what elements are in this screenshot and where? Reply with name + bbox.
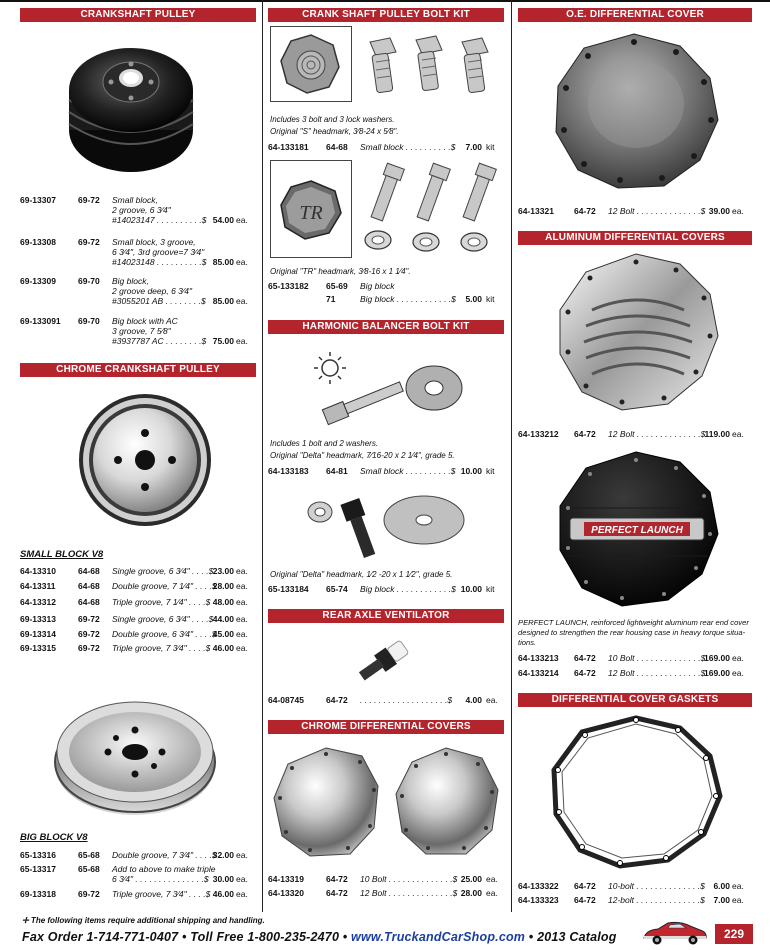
unit: ea. (732, 653, 744, 663)
year-range: 69-72 (78, 237, 100, 247)
part-number: 64-133323 (518, 895, 559, 905)
part-number: 64-13319 (268, 874, 304, 884)
price: 30.00 (212, 874, 234, 884)
product-row (20, 276, 256, 318)
product-row (268, 281, 506, 291)
part-number: 64-08745 (268, 695, 304, 705)
harmonic-balancer-header: HARMONIC BALANCER BOLT KIT (268, 320, 504, 334)
part-number: 64-13321 (518, 206, 554, 216)
year-range: 64-72 (574, 881, 596, 891)
description: 2 groove, 6 3⁄4" (112, 205, 171, 215)
unit: ea. (732, 895, 744, 905)
price: 4.00 (465, 695, 482, 705)
description: Single groove, 6 3⁄4" . . . .$ (112, 614, 214, 624)
product-row (516, 653, 754, 663)
year-range: 64-72 (574, 429, 596, 439)
unit: ea. (236, 874, 248, 884)
unit: ea. (236, 215, 248, 225)
separator: • (339, 930, 352, 944)
year-range: 64-68 (78, 566, 100, 576)
part-number: 64-133214 (518, 668, 559, 678)
price: 169.00 (704, 668, 730, 678)
description: #3937787 AC . . . . . . . .$ (112, 336, 207, 346)
harmonic-bolt-image (308, 350, 468, 430)
product-row (20, 643, 256, 653)
unit: kit (486, 294, 495, 304)
price: 10.00 (460, 584, 482, 594)
year-range: 69-72 (78, 614, 100, 624)
description: 10 Bolt . . . . . . . . . . . . . .$ (360, 874, 458, 884)
description: Small block . . . . . . . . . .$ (360, 142, 456, 152)
description: 2 groove deep, 6 3⁄4" (112, 286, 193, 296)
chrome-pulley-big-image (50, 680, 220, 820)
description: Double groove, 7 1⁄4" . . . .$ (112, 581, 217, 591)
product-row (20, 629, 256, 639)
price: 32.00 (212, 850, 234, 860)
year-range: 64-72 (574, 653, 596, 663)
price: 48.00 (212, 597, 234, 607)
price: 45.00 (212, 629, 234, 639)
page-footer (0, 912, 770, 950)
description: 12 Bolt . . . . . . . . . . . . . .$ (608, 668, 706, 678)
note-text: Original "TR" headmark, 3⁄8-16 x 1 1⁄4". (270, 267, 411, 276)
price: 7.00 (465, 142, 482, 152)
description: Single groove, 6 3⁄4" . . . .$ (112, 566, 214, 576)
part-number: 64-133212 (518, 429, 559, 439)
description: 10-bolt . . . . . . . . . . . . . .$ (608, 881, 705, 891)
product-row (268, 294, 506, 304)
price: 5.00 (465, 294, 482, 304)
part-number: 64-133213 (518, 653, 559, 663)
year-range: 71 (326, 294, 336, 304)
part-number: 64-133322 (518, 881, 559, 891)
unit: ea. (236, 629, 248, 639)
unit: kit (486, 466, 495, 476)
unit: ea. (236, 566, 248, 576)
description: Double groove, 7 3⁄4" . . . .$ (112, 850, 217, 860)
product-row (20, 614, 256, 624)
part-number: 69-13309 (20, 276, 56, 286)
price: 10.00 (460, 466, 482, 476)
column-right (516, 0, 754, 912)
price: 46.00 (212, 889, 234, 899)
price: 6.00 (713, 881, 730, 891)
oe-diff-cover-header: O.E. DIFFERENTIAL COVER (518, 8, 752, 22)
description: Triple groove, 7 1⁄4" . . . .$ (112, 597, 211, 607)
unit: ea. (732, 429, 744, 439)
gasket-image (546, 712, 726, 872)
description: . . . . . . . . . . . . . . . . . . .$ (360, 695, 453, 705)
year-range: 69-70 (78, 316, 100, 326)
diff-cover-gaskets-header: DIFFERENTIAL COVER GASKETS (518, 693, 752, 707)
description: 12-bolt . . . . . . . . . . . . . .$ (608, 895, 705, 905)
aluminum-diff-cover-image (552, 250, 722, 418)
year-range: 69-72 (78, 889, 100, 899)
perfect-launch-logo-text: PERFECT LAUNCH (591, 525, 683, 536)
year-range: 64-68 (78, 597, 100, 607)
year-range: 64-72 (574, 668, 596, 678)
description: 12 Bolt . . . . . . . . . . . . . .$ (608, 429, 706, 439)
description: 6 3⁄4" . . . . . . . . . . . . . . .$ (112, 874, 209, 884)
description: 3 groove, 7 5⁄8" (112, 326, 171, 336)
year-range: 64-72 (326, 695, 348, 705)
product-row (268, 142, 506, 152)
unit: ea. (732, 206, 744, 216)
unit: ea. (236, 643, 248, 653)
price: 75.00 (212, 336, 234, 346)
product-row (20, 850, 256, 860)
part-number: 69-13313 (20, 614, 56, 624)
year-range: 64-68 (78, 581, 100, 591)
unit: ea. (236, 336, 248, 346)
price: 54.00 (212, 215, 234, 225)
year-range: 65-74 (326, 584, 348, 594)
fax-order: Fax Order 1-714-771-0407 (22, 930, 179, 944)
description: Small block, (112, 195, 158, 205)
catalog-year: 2013 Catalog (537, 930, 617, 944)
product-row (20, 195, 256, 237)
column-middle (268, 0, 506, 912)
year-range: 64-72 (326, 888, 348, 898)
description: Triple groove, 7 3⁄4" . . . .$ (112, 643, 211, 653)
year-range: 64-72 (574, 895, 596, 905)
note-text: Original "Delta" headmark, 1⁄2 -20 x 1 1⁄2", grade 5. (270, 570, 453, 579)
unit: ea. (236, 257, 248, 267)
description: Big block with AC (112, 316, 178, 326)
unit: ea. (732, 668, 744, 678)
perfect-launch-cover-image (552, 448, 722, 613)
year-range: 64-81 (326, 466, 348, 476)
column-left (20, 0, 256, 912)
separator: • (525, 930, 538, 944)
crank-bolt-kit-header: CRANK SHAFT PULLEY BOLT KIT (268, 8, 504, 22)
description: 12 Bolt . . . . . . . . . . . . . .$ (360, 888, 458, 898)
description: Big block . . . . . . . . . . . .$ (360, 294, 456, 304)
bolts-washers-image (360, 160, 500, 260)
product-row (20, 316, 256, 358)
description: #3055201 AB . . . . . . . .$ (112, 296, 206, 306)
unit: ea. (236, 889, 248, 899)
rear-axle-ventilator-header: REAR AXLE VENTILATOR (268, 609, 504, 623)
description: Big block . . . . . . . . . . . .$ (360, 584, 456, 594)
car-logo-icon (640, 918, 710, 946)
unit: ea. (236, 850, 248, 860)
price: 44.00 (212, 614, 234, 624)
part-number: 65-13316 (20, 850, 56, 860)
description: Big block, (112, 276, 149, 286)
chrome-diff-covers-image (270, 742, 504, 862)
ventilator-image (348, 632, 428, 684)
part-number: 65-13317 (20, 864, 56, 874)
note-text: Original "S" headmark, 3⁄8-24 x 5⁄8". (270, 127, 399, 136)
unit: ea. (236, 296, 248, 306)
year-range: 65-68 (78, 850, 100, 860)
unit: ea. (236, 581, 248, 591)
chrome-pulley-small-image (75, 390, 215, 530)
price: 23.00 (212, 566, 234, 576)
unit: kit (486, 142, 495, 152)
price: 119.00 (704, 429, 730, 439)
price: 39.00 (708, 206, 730, 216)
part-number: 64-13312 (20, 597, 56, 607)
note-text: Original "Delta" headmark, 7⁄16-20 x 2 1⁄4", grade 5. (270, 451, 455, 460)
shipping-note: ✛ The following items require additional shipping and handling. (22, 916, 265, 925)
page-number: 229 (715, 924, 753, 944)
product-row (268, 584, 506, 594)
product-row (268, 466, 506, 476)
note-text: PERFECT LAUNCH, reinforced lightweight aluminum rear end cover (518, 618, 749, 627)
s-headmark-bolt-image (270, 26, 352, 102)
part-number: 69-133091 (20, 316, 61, 326)
description: Small block, 3 groove, (112, 237, 196, 247)
product-row (516, 206, 754, 216)
part-number: 69-13318 (20, 889, 56, 899)
part-number: 65-133182 (268, 281, 309, 291)
product-row (268, 695, 506, 705)
aluminum-diff-covers-header: ALUMINUM DIFFERENTIAL COVERS (518, 231, 752, 245)
svg-text:TR: TR (299, 202, 323, 224)
product-row (20, 597, 256, 607)
unit: ea. (236, 614, 248, 624)
part-number: 64-13320 (268, 888, 304, 898)
year-range: 69-72 (78, 629, 100, 639)
part-number: 65-133184 (268, 584, 309, 594)
year-range: 65-69 (326, 281, 348, 291)
description: Triple groove, 7 3⁄4" . . . .$ (112, 889, 211, 899)
oe-diff-cover-image (546, 28, 726, 196)
year-range: 64-72 (574, 206, 596, 216)
part-number: 64-133183 (268, 466, 309, 476)
description: Double groove, 6 3⁄4" . . . .$ (112, 629, 217, 639)
part-number: 69-13315 (20, 643, 56, 653)
year-range: 69-70 (78, 276, 100, 286)
part-number: 69-13314 (20, 629, 56, 639)
price: 7.00 (713, 895, 730, 905)
column-divider (262, 0, 263, 912)
price: 25.00 (460, 874, 482, 884)
part-number: 69-13308 (20, 237, 56, 247)
part-number: 64-13311 (20, 581, 56, 591)
product-row (20, 237, 256, 279)
small-block-label: SMALL BLOCK V8 (20, 549, 104, 560)
column-divider (511, 0, 512, 912)
unit: ea. (486, 888, 498, 898)
price: 46.00 (212, 643, 234, 653)
note-text: Includes 3 bolt and 3 lock washers. (270, 115, 395, 124)
description: #14023147 . . . . . . . . . .$ (112, 215, 207, 225)
part-number: 69-13307 (20, 195, 56, 205)
year-range: 64-68 (326, 142, 348, 152)
crankshaft-pulley-image (56, 30, 206, 180)
contact-line (22, 930, 617, 944)
description: Big block (360, 281, 395, 291)
big-block-label: BIG BLOCK V8 (20, 832, 88, 843)
part-number: 64-13310 (20, 566, 56, 576)
price: 85.00 (212, 296, 234, 306)
chrome-crankshaft-pulley-header: CHROME CRANKSHAFT PULLEY (20, 363, 256, 377)
product-row (20, 864, 256, 884)
crankshaft-pulley-header: CRANKSHAFT PULLEY (20, 8, 256, 22)
toll-free: Toll Free 1-800-235-2470 (190, 930, 340, 944)
price: 28.00 (212, 581, 234, 591)
price: 85.00 (212, 257, 234, 267)
description: 6 3⁄4", 3rd groove=7 3⁄4" (112, 247, 205, 257)
year-range: 64-72 (326, 874, 348, 884)
product-row (20, 566, 256, 576)
tr-headmark-bolt-image (270, 160, 352, 258)
description: Add to above to make triple (112, 864, 216, 874)
unit: ea. (236, 597, 248, 607)
unit: kit (486, 584, 495, 594)
year-range: 69-72 (78, 643, 100, 653)
year-range: 65-68 (78, 864, 100, 874)
product-row (516, 881, 754, 891)
description: #14023148 . . . . . . . . . .$ (112, 257, 207, 267)
harmonic-bolt-big-image (298, 488, 478, 560)
note-text: Includes 1 bolt and 2 washers. (270, 439, 379, 448)
product-row (20, 889, 256, 899)
bolts-image (360, 30, 500, 100)
description: Small block . . . . . . . . . .$ (360, 466, 456, 476)
unit: ea. (486, 874, 498, 884)
product-row (516, 895, 754, 905)
website-link[interactable]: www.TruckandCarShop.com (351, 930, 526, 944)
unit: ea. (486, 695, 498, 705)
product-row (268, 874, 506, 884)
note-text: designed to strengthen the rear housing case in heavy torque situa- (518, 628, 746, 637)
description: 12 Bolt . . . . . . . . . . . . . .$ (608, 206, 706, 216)
product-row (20, 581, 256, 591)
product-row (268, 888, 506, 898)
separator: • (178, 930, 191, 944)
unit: ea. (732, 881, 744, 891)
product-row (516, 668, 754, 678)
product-row (516, 429, 754, 439)
chrome-diff-covers-header: CHROME DIFFERENTIAL COVERS (268, 720, 504, 734)
part-number: 64-133181 (268, 142, 309, 152)
price: 169.00 (704, 653, 730, 663)
price: 28.00 (460, 888, 482, 898)
description: 10 Bolt . . . . . . . . . . . . . .$ (608, 653, 706, 663)
year-range: 69-72 (78, 195, 100, 205)
note-text: tions. (518, 638, 537, 647)
